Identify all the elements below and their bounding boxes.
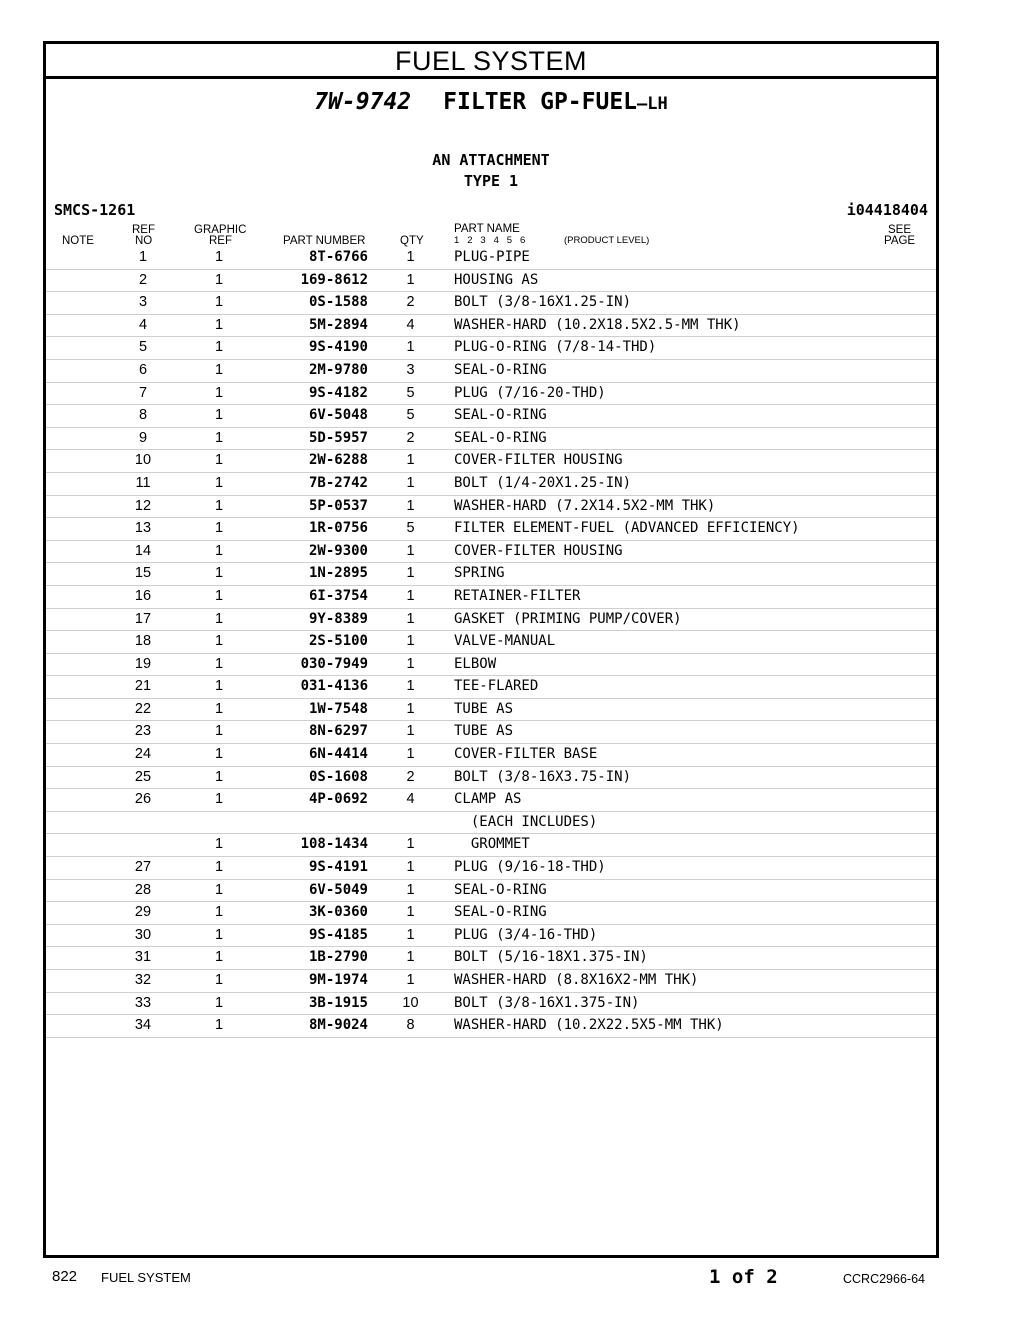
col-note: NOTE [62,235,94,247]
ref-no: 29 [134,904,152,921]
graphic-ref: 1 [214,384,224,401]
part-number: 9Y-8389 [308,610,368,627]
quantity: 1 [406,587,415,604]
graphic-ref: 1 [214,316,224,333]
table-row [46,925,936,948]
graphic-ref: 1 [214,407,224,424]
footer-doc-code: CCRC2966-64 [843,1272,925,1286]
ref-no: 8 [138,407,148,424]
graphic-ref: 1 [214,746,224,763]
ref-no: 2 [138,271,148,288]
graphic-ref: 1 [214,859,224,876]
table-row [46,857,936,880]
group-header [46,79,936,223]
quantity: 1 [406,339,415,356]
table-row [46,270,936,293]
table-row [46,247,936,270]
table-row [46,315,936,338]
table-row [46,970,936,993]
quantity: 2 [406,429,415,446]
quantity: 1 [406,271,415,288]
part-number: 6V-5048 [308,407,368,424]
col-product-levels: 1 2 3 4 5 6 [454,235,526,246]
table-row [46,721,936,744]
graphic-ref: 1 [214,497,224,514]
footer-section: FUEL SYSTEM [101,1270,191,1285]
part-name: (EACH INCLUDES) [454,813,598,830]
part-number: 7B-2742 [308,474,368,491]
part-number: 9M-1974 [308,972,368,988]
col-gref-top: GRAPHIC [194,224,247,236]
graphic-ref: 1 [214,904,224,921]
table-row [46,812,936,835]
quantity: 1 [406,610,415,627]
graphic-ref: 1 [214,1017,224,1034]
quantity: 1 [406,497,415,514]
part-number: 9S-4185 [308,926,368,943]
graphic-ref: 1 [214,249,224,265]
quantity: 1 [406,904,415,921]
table-row [46,880,936,903]
part-number: 2S-5100 [308,633,368,650]
ref-no: 9 [138,429,148,446]
smcs-code: SMCS-1261 [54,201,136,219]
graphic-ref: 1 [214,972,224,988]
table-row [46,947,936,970]
part-name: WASHER-HARD (10.2X22.5X5-MM THK) [454,1017,724,1034]
graphic-ref: 1 [214,723,224,740]
table-row [46,631,936,654]
part-number: 3K-0360 [308,904,368,921]
quantity: 1 [406,474,415,491]
part-name: ELBOW [454,655,497,672]
graphic-ref: 1 [214,881,224,898]
col-gref-bottom: REF [209,235,232,247]
ref-no: 28 [134,881,152,898]
table-row [46,834,936,857]
quantity: 4 [406,791,415,808]
part-number: 0S-1608 [308,768,368,785]
part-name: FILTER ELEMENT-FUEL (ADVANCED EFFICIENCY) [454,520,800,537]
part-name: WASHER-HARD (7.2X14.5X2-MM THK) [454,497,716,514]
part-name: SEAL-O-RING [454,904,547,921]
part-name: BOLT (5/16-18X1.375-IN) [454,949,648,966]
quantity: 4 [406,316,415,333]
part-name: TEE-FLARED [454,678,539,695]
part-name: TUBE AS [454,723,514,740]
col-part-number: PART NUMBER [283,235,366,247]
table-row [46,609,936,632]
part-number: 5D-5957 [308,429,368,446]
quantity: 1 [406,655,415,672]
part-name: COVER-FILTER HOUSING [454,452,623,469]
ref-no: 6 [138,361,148,378]
graphic-ref: 1 [214,768,224,785]
graphic-ref: 1 [214,926,224,943]
table-row [46,405,936,428]
ref-no: 18 [134,633,152,650]
quantity: 1 [406,723,415,740]
graphic-ref: 1 [214,633,224,650]
part-name: BOLT (3/8-16X1.25-IN) [454,294,632,311]
quantity: 1 [406,859,415,876]
part-name: VALVE-MANUAL [454,633,556,650]
ref-no: 22 [134,700,152,717]
col-product-level-label: (PRODUCT LEVEL) [564,235,650,246]
graphic-ref: 1 [214,271,224,288]
quantity: 1 [406,972,415,988]
ref-no: 34 [134,1017,152,1034]
part-number: 2W-6288 [308,452,368,469]
part-number: 5P-0537 [308,497,368,514]
ref-no: 31 [134,949,152,966]
part-name: WASHER-HARD (10.2X18.5X2.5-MM THK) [454,316,741,333]
quantity: 1 [406,565,415,582]
page-footer [0,1266,1020,1290]
graphic-ref: 1 [214,700,224,717]
part-name: PLUG (7/16-20-THD) [454,384,606,401]
ref-no: 25 [134,768,152,785]
group-name: FILTER GP-FUEL [443,89,638,115]
ref-no: 32 [134,972,152,988]
quantity: 1 [406,678,415,695]
part-name: WASHER-HARD (8.8X16X2-MM THK) [454,972,699,988]
part-number: 4P-0692 [308,791,368,808]
table-row [46,563,936,586]
graphic-ref: 1 [214,994,224,1011]
part-number: 108-1434 [300,836,368,853]
quantity: 5 [406,520,415,537]
part-number: 3B-1915 [308,994,368,1011]
table-row [46,699,936,722]
table-row [46,789,936,812]
part-name: PLUG-PIPE [454,249,530,265]
graphic-ref: 1 [214,520,224,537]
ref-no: 7 [138,384,148,401]
section-title: FUEL SYSTEM [46,44,936,79]
illustration-id: i04418404 [846,201,928,219]
graphic-ref: 1 [214,474,224,491]
part-name: TUBE AS [454,700,514,717]
ref-no: 15 [134,565,152,582]
ref-no: 33 [134,994,152,1011]
graphic-ref: 1 [214,791,224,808]
table-row [46,744,936,767]
part-number: 2W-9300 [308,542,368,559]
col-see-top: SEE [888,224,912,236]
quantity: 1 [406,452,415,469]
footer-page-number: 822 [52,1268,78,1285]
ref-no: 5 [138,339,148,356]
ref-no: 17 [134,610,152,627]
quantity: 1 [406,746,415,763]
part-number: 030-7949 [300,655,368,672]
part-number: 1B-2790 [308,949,368,966]
group-part-number: 7W-9742 [314,89,412,115]
quantity: 1 [406,881,415,898]
group-suffix: —LH [637,94,668,114]
part-name: PLUG-O-RING (7/8-14-THD) [454,339,657,356]
graphic-ref: 1 [214,610,224,627]
part-number: 1N-2895 [308,565,368,582]
quantity: 1 [406,249,415,265]
ref-no: 12 [134,497,152,514]
ref-no: 4 [138,316,148,333]
graphic-ref: 1 [214,655,224,672]
table-row [46,292,936,315]
ref-no: 21 [134,678,152,695]
part-name: GROMMET [454,836,530,853]
part-number: 031-4136 [300,678,368,695]
part-number: 1R-0756 [308,520,368,537]
part-number: 9S-4190 [308,339,368,356]
part-name: SEAL-O-RING [454,881,547,898]
part-name: GASKET (PRIMING PUMP/COVER) [454,610,682,627]
table-row [46,586,936,609]
graphic-ref: 1 [214,339,224,356]
ref-no: 19 [134,655,152,672]
quantity: 2 [406,768,415,785]
quantity: 1 [406,633,415,650]
part-number: 169-8612 [300,271,368,288]
part-number: 6V-5049 [308,881,368,898]
footer-page-of: 1 of 2 [709,1266,778,1288]
ref-no: 10 [134,452,152,469]
part-number: 9S-4191 [308,859,368,876]
graphic-ref: 1 [214,678,224,695]
ref-no: 3 [138,294,148,311]
table-row [46,383,936,406]
table-row [46,473,936,496]
col-see-bottom: PAGE [884,235,916,247]
table-row [46,518,936,541]
table-row [46,1015,936,1038]
graphic-ref: 1 [214,361,224,378]
quantity: 1 [406,926,415,943]
quantity: 2 [406,294,415,311]
quantity: 10 [402,994,419,1011]
part-name: SEAL-O-RING [454,361,547,378]
part-name: BOLT (3/8-16X1.375-IN) [454,994,640,1011]
part-number: 2M-9780 [308,361,368,378]
part-number: 6I-3754 [308,587,368,604]
quantity: 1 [406,542,415,559]
table-row [46,541,936,564]
table-row [46,767,936,790]
col-part-name: PART NAME [454,223,520,235]
ref-no: 14 [134,542,152,559]
part-number: 8T-6766 [308,249,368,265]
ref-no: 11 [135,474,151,491]
quantity: 5 [406,384,415,401]
quantity: 1 [406,700,415,717]
ref-no: 13 [134,520,152,537]
graphic-ref: 1 [214,836,224,853]
part-number: 1W-7548 [308,700,368,717]
parts-table [46,247,936,1038]
ref-no: 23 [134,723,152,740]
table-row [46,337,936,360]
part-number: 8M-9024 [308,1017,368,1034]
part-name: BOLT (1/4-20X1.25-IN) [454,474,632,491]
table-row [46,496,936,519]
ref-no: 24 [134,746,152,763]
quantity: 3 [406,361,415,378]
graphic-ref: 1 [214,452,224,469]
part-name: SEAL-O-RING [454,407,547,424]
graphic-ref: 1 [214,565,224,582]
part-name: COVER-FILTER BASE [454,746,598,763]
col-ref-bottom: NO [135,235,153,247]
table-row [46,428,936,451]
part-name: COVER-FILTER HOUSING [454,542,623,559]
graphic-ref: 1 [214,587,224,604]
quantity: 1 [406,949,415,966]
part-number: 9S-4182 [308,384,368,401]
ref-no: 1 [138,249,148,265]
graphic-ref: 1 [214,542,224,559]
part-number: 0S-1588 [308,294,368,311]
part-number: 6N-4414 [308,746,368,763]
ref-no: 26 [134,791,152,808]
part-name: PLUG (3/4-16-THD) [454,926,598,943]
table-row [46,450,936,473]
graphic-ref: 1 [214,294,224,311]
group-title [46,89,936,115]
col-ref-top: REF [132,224,155,236]
type-label: TYPE 1 [463,172,519,190]
table-row [46,676,936,699]
ref-no: 30 [134,926,152,943]
quantity: 1 [406,836,415,853]
graphic-ref: 1 [214,949,224,966]
table-row [46,993,936,1016]
graphic-ref: 1 [214,429,224,446]
attachment-label: AN ATTACHMENT [432,151,550,169]
parts-page-frame [43,41,939,1258]
col-qty: QTY [400,235,424,247]
part-name: PLUG (9/16-18-THD) [454,859,606,876]
part-name: RETAINER-FILTER [454,587,581,604]
part-name: SEAL-O-RING [454,429,547,446]
part-number: 8N-6297 [308,723,368,740]
table-row [46,654,936,677]
column-headers [46,223,936,247]
part-name: CLAMP AS [454,791,522,808]
ref-no: 27 [134,859,152,876]
part-name: SPRING [454,565,505,582]
table-row [46,902,936,925]
part-number: 5M-2894 [308,316,368,333]
ref-no: 16 [134,587,152,604]
part-name: BOLT (3/8-16X3.75-IN) [454,768,632,785]
quantity: 8 [406,1017,415,1034]
table-row [46,360,936,383]
quantity: 5 [406,407,415,424]
part-name: HOUSING AS [454,271,539,288]
